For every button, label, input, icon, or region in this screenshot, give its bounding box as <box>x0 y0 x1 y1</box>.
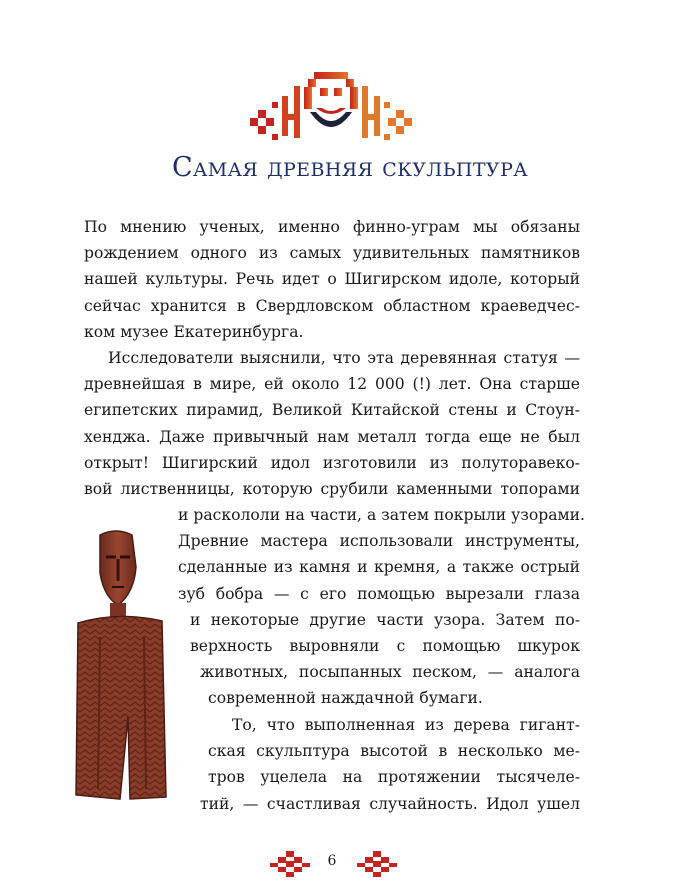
text-line: животных, посыпанных песком, — аналога <box>200 663 580 682</box>
text-line: древнейшая в мире, ей около 12 000 (!) лет. Она старше <box>84 375 580 394</box>
diamond-ornament-icon <box>268 851 312 877</box>
page-number: 6 <box>327 853 337 869</box>
text-line: То, что выполненная из дерева гигант- <box>232 716 580 734</box>
text-line: верхность выровняли с помощью шкурок <box>190 636 580 655</box>
text-line: современной наждачной бумаги. <box>208 689 483 708</box>
text-line: сейчас хранится в Свердловском областном краеведчес- <box>84 296 580 315</box>
text-line: вой лиственницы, которую срубили каменными топорами <box>84 479 580 498</box>
text-line: и раскололи на части, а затем покрыли узорами. <box>178 506 585 524</box>
text-line: хенджа. Даже привычный нам металл тогда еще не был <box>84 427 580 446</box>
page-title: Самая древняя скульптура <box>171 152 529 183</box>
text-line: египетских пирамид, Великой Китайской стены и Стоун- <box>84 401 580 420</box>
text-line: открыт! Шигирский идол изготовили из полуторавеко- <box>84 453 580 472</box>
paragraph-2-wrap <box>178 502 585 712</box>
text-line: ком музее Екатеринбурга. <box>84 322 304 341</box>
diamond-ornament-icon <box>355 851 399 877</box>
text-line: тий, — счастливая случайность. Идол ушел <box>200 794 580 813</box>
text-line: тров уцелела на протяжении тысячеле- <box>208 768 580 787</box>
paragraph-2 <box>84 345 580 502</box>
text-line: ская скульптура высотой в несколько ме- <box>208 742 580 761</box>
text-line: Исследователи выяснили, что эта деревянная статуя — <box>108 349 580 367</box>
text-line: По мнению ученых, именно финно-уграм мы обязаны <box>84 218 580 236</box>
text-line: нашей культуры. Речь идет о Шигирском идоле, который <box>84 270 580 289</box>
shigir-idol-image <box>70 527 172 803</box>
text-line: сделанные из камня и кремня, а также острый <box>178 558 580 577</box>
ornament-icon <box>250 68 412 152</box>
text-line: Древние мастера использовали инструменты, <box>178 532 580 551</box>
paragraph-1 <box>84 214 580 345</box>
text-line: и некоторые другие части узора. Затем по- <box>190 610 580 629</box>
paragraph-3 <box>200 712 580 817</box>
text-line: рождением одного из самых удивительных памятников <box>84 244 580 263</box>
text-line: зуб бобра — с его помощью вырезали глаза <box>178 584 580 603</box>
